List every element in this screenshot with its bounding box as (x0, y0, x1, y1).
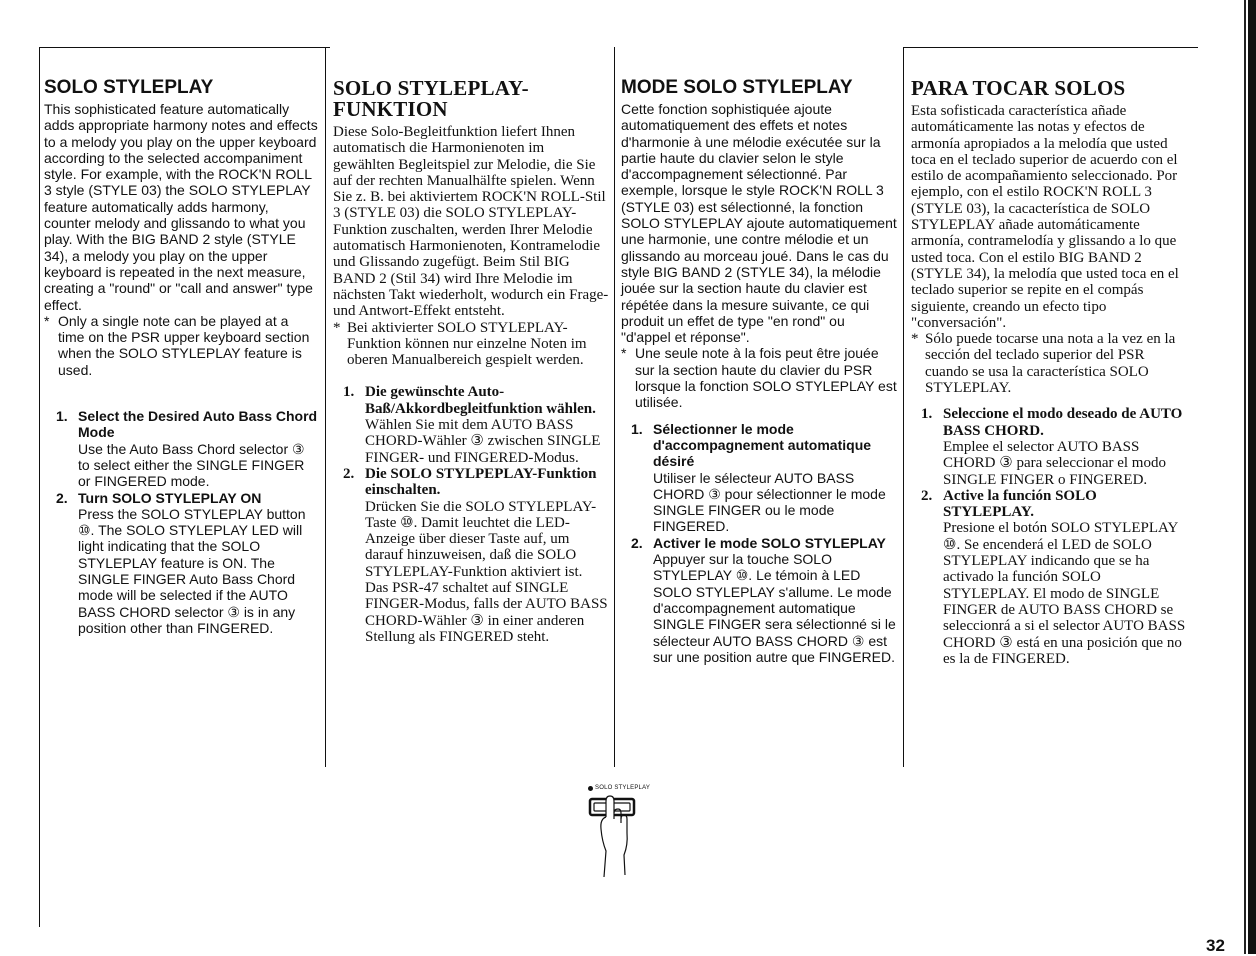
step-text: Press the SOLO STYLEPLAY button ⑩. The SOLO STYLEPLAY LED will light indicating that the SOLO STYLEPLAY feature is ON. The SINGLE FINGER Auto Bass Chord mode will be selected if the AUTO BASS CHORD selector ③ is in any position other than FINGERED. (78, 505, 306, 636)
steps-list (333, 384, 609, 645)
note-asterisk: * (911, 331, 919, 348)
intro-paragraph: Cette fonction sophistiquée ajoute automatiquement des effets et notes d'harmonie à une mélodie exécutée sur la partie haute du clavier selon le style d'accompagnement sélectionné. Par exemple, lorsque le style ROCK'N ROLL 3 (STYLE 03) est sélectionné, la fonction SOLO STYLEPLAY ajoute automatiquement une harmonie, une contre mélodie et un glissando au morceau joué. Dans le cas du style BIG BAND 2 (STYLE 34), la mélodie jouée sur la section haute du clavier est répétée dans la mesure suivante, ce qui produit un effet de type "en rond" ou "d'appel et réponse". (621, 101, 897, 346)
step-item (56, 408, 318, 489)
step-number: 2. (56, 489, 68, 506)
note-text: Une seule note à la fois peut être jouée sur la section haute du clavier du PSR lorsque la fonction SOLO STYLEPLAY est utilisée. (635, 345, 897, 411)
finger-pressing-button-icon (588, 793, 648, 883)
step-title: Activer le mode SOLO STYLEPLAY (653, 534, 886, 551)
note-asterisk: * (333, 319, 341, 336)
step-text: Presione el botón SOLO STYLEPLAY ⑩. Se encenderá el LED de SOLO STYLEPLAY indicando que se ha activado la función SOLO STYLEPLAY. El modo de SINGLE FINGER de AUTO BASS CHORD se seleccionrá a si el selector AUTO BASS CHORD ③ está en una posición que no es la de FINGERED. (943, 520, 1186, 667)
step-item (921, 406, 1187, 487)
column-german (333, 78, 609, 645)
divider-2 (614, 47, 615, 767)
page-edge-line (1244, 0, 1246, 954)
step-item (631, 421, 897, 535)
step-item (631, 535, 897, 665)
steps-list (44, 408, 318, 636)
step-text: Utiliser le sélecteur AUTO BASS CHORD ③ pour sélectionner le mode SINGLE FINGER ou le mode FINGERED. (653, 469, 886, 535)
step-item (56, 490, 318, 637)
note-text: Only a single note can be played at a time on the PSR upper keyboard section when the SOLO STYLEPLAY feature is used. (58, 312, 310, 378)
steps-list (911, 406, 1187, 667)
button-label: SOLO STYLEPLAY (595, 785, 651, 791)
step-number: 2. (921, 487, 933, 504)
top-rule-right (903, 47, 1198, 48)
top-rule-left (40, 47, 330, 48)
note (911, 331, 1187, 396)
step-number: 1. (343, 384, 355, 401)
left-border (39, 47, 40, 927)
step-number: 2. (343, 465, 355, 482)
step-title: Active la función SOLO STYLEPLAY. (943, 487, 1097, 521)
step-title: Seleccione el modo deseado de AUTO BASS CHORD. (943, 406, 1183, 439)
step-number: 1. (631, 420, 643, 437)
steps-list (621, 421, 897, 665)
step-title: Turn SOLO STYLEPLAY ON (78, 489, 262, 506)
step-title: Die gewünschte Auto-Baß/Akkordbegleitfunktion wählen. (365, 384, 596, 417)
step-item (921, 488, 1187, 667)
section-title: SOLO STYLEPLAY (44, 77, 214, 98)
step-text: Use the Auto Bass Chord selector ③ to select either the SINGLE FINGER or FINGERED mode. (78, 440, 305, 490)
note-asterisk: * (621, 345, 627, 362)
note (333, 320, 609, 369)
intro-paragraph: Esta sofisticada característica añade automáticamente las notas y efectos de armonía apropiados a la melodía que usted toca en el teclado superior de acuerdo con el estilo de acompañamiento seleccionado. Por ejemplo, con el estilo ROCK'N ROLL 3 (STYLE 03), la cacacterística de SOLO STYLEPLAY añade automáticamente armonía, contramelodía y glissando a lo que usted toca. Con el estilo BIG BAND 2 (STYLE 34), la melodía que usted toca en el teclado superior se repite en el compás siguiente, creando un efecto tipo "conversación". (911, 103, 1179, 331)
step-number: 1. (56, 408, 68, 425)
column-english (44, 78, 318, 636)
step-text: Appuyer sur la touche SOLO STYLEPLAY ⑩. Le témoin à LED SOLO STYLEPLAY s'allume. Le mode d'accompagnement automatique SINGLE FINGER sera sélectionné si le sélecteur AUTO BASS CHORD ③ est sur une position autre que FINGERED. (653, 551, 896, 665)
step-number: 2. (631, 534, 643, 551)
column-spanish (911, 78, 1187, 667)
divider-1 (325, 47, 326, 767)
divider-3 (903, 47, 904, 767)
section-title: MODE SOLO STYLEPLAY (621, 77, 853, 98)
step-item (343, 466, 609, 645)
note-text: Sólo puede tocarse una nota a la vez en la sección del teclado superior del PSR cuando se usa la característica SOLO STYLEPLAY. (925, 331, 1176, 397)
solo-styleplay-illustration (588, 785, 660, 883)
column-french (621, 78, 897, 665)
intro-paragraph: Diese Solo-Begleitfunktion liefert Ihnen automatisch die Harmonienoten im gewählten Begleitspiel zur Melodie, die Sie auf der rechten Manualhälfte spielen. Wenn Sie z. B. bei aktiviertem ROCK'N ROLL-Stil 3 (STYLE 03) die SOLO STYLEPLAY-Funktion zuschalten, werden Ihrer Melodie automatisch Harmonienoten, Kontramelodie und Glissando zugefügt. Beim Stil BIG BAND 2 (Stil 34) wird Ihre Melodie im nächsten Takt wiederholt, wodurch ein Frage- und Antwort-Effekt entsteht. (333, 124, 609, 320)
step-title: Die SOLO STYLPEPLAY-Funktion einschalten. (365, 465, 597, 499)
section-title: PARA TOCAR SOLOS (911, 76, 1126, 100)
step-item (343, 384, 609, 465)
note-asterisk: * (44, 312, 50, 329)
step-title: Sélectionner le mode d'accompagnement automatique désiré (653, 420, 872, 470)
step-number: 1. (921, 406, 933, 423)
step-title: Select the Desired Auto Bass Chord Mode (78, 408, 318, 441)
led-label (588, 785, 660, 791)
led-indicator-icon (588, 786, 593, 791)
note (621, 345, 897, 410)
step-text: Emplee el selector AUTO BASS CHORD ③ para seleccionar el modo SINGLE FINGER o FINGERED. (943, 438, 1166, 488)
note-text: Bei aktivierter SOLO STYLEPLAY-Funktion können nur einzelne Noten im oberen Manualbereich gespielt werden. (347, 319, 587, 369)
section-title: SOLO STYLEPLAY-FUNKTION (333, 76, 529, 121)
intro-paragraph: This sophisticated feature automatically adds appropriate harmony notes and effects to a melody you play on the upper keyboard according to the selected accompaniment style. For example, with the ROCK'N ROLL 3 style (STYLE 03) the SOLO STYLEPLAY feature automatically adds harmony, counter melody and glissando to what you play. With the BIG BAND 2 style (STYLE 34), a melody you play on the upper keyboard is repeated in the next measure, creating a "round" or "call and answer" type effect. (44, 101, 318, 313)
note (44, 313, 318, 378)
page-number: 32 (1206, 936, 1225, 955)
step-text: Drücken Sie die SOLO STYLEPLAY-Taste ⑩. Damit leuchtet die LED-Anzeige über dieser Taste auf, um darauf hinzuweisen, daß die SOLO STYLEPLAY-Funktion aktiviert ist. Das PSR-47 schaltet auf SINGLE FINGER-Modus, falls der AUTO BASS CHORD-Wähler ③ in einer anderen Stellung als FINGERED steht. (365, 498, 608, 645)
page-edge-bar (1248, 0, 1256, 954)
step-text: Wählen Sie mit dem AUTO BASS CHORD-Wähler ③ zwischen SINGLE FINGER- und FINGERED-Modus. (365, 417, 601, 466)
